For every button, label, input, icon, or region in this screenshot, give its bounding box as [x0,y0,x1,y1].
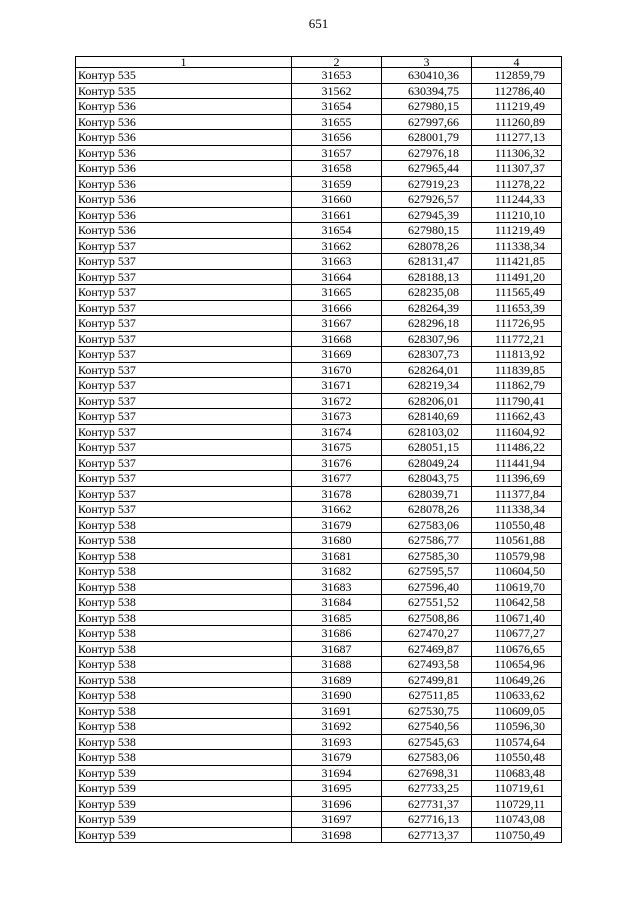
contour-name-cell: Контур 539 [76,765,292,781]
table-row [76,83,562,99]
contour-name-cell: Контур 536 [76,223,292,239]
point-number-cell: 31663 [292,254,382,270]
contour-name-cell: Контур 537 [76,269,292,285]
table-row [76,827,562,843]
point-number-cell: 31656 [292,130,382,146]
y-coordinate-cell: 110677,27 [472,626,562,642]
table-row [76,610,562,626]
point-number-cell: 31654 [292,223,382,239]
contour-name-cell: Контур 539 [76,827,292,843]
contour-name-cell: Контур 538 [76,734,292,750]
contour-name-cell: Контур 536 [76,192,292,208]
table-row [76,269,562,285]
contour-name-cell: Контур 537 [76,300,292,316]
table-row [76,502,562,518]
contour-name-cell: Контур 537 [76,486,292,502]
x-coordinate-cell: 627511,85 [382,688,472,704]
contour-name-cell: Контур 537 [76,502,292,518]
point-number-cell: 31688 [292,657,382,673]
x-coordinate-cell: 627733,25 [382,781,472,797]
table-row [76,533,562,549]
x-coordinate-cell: 627945,39 [382,207,472,223]
y-coordinate-cell: 111307,37 [472,161,562,177]
x-coordinate-cell: 628188,13 [382,269,472,285]
point-number-cell: 31677 [292,471,382,487]
y-coordinate-cell: 111839,85 [472,362,562,378]
x-coordinate-cell: 627976,18 [382,145,472,161]
y-coordinate-cell: 110550,48 [472,750,562,766]
x-coordinate-cell: 628219,34 [382,378,472,394]
contour-name-cell: Контур 538 [76,564,292,580]
contour-name-cell: Контур 537 [76,378,292,394]
table-header-row [76,57,562,68]
x-coordinate-cell: 627583,06 [382,517,472,533]
point-number-cell: 31668 [292,331,382,347]
point-number-cell: 31679 [292,750,382,766]
y-coordinate-cell: 110579,98 [472,548,562,564]
contour-name-cell: Контур 537 [76,285,292,301]
y-coordinate-cell: 110671,40 [472,610,562,626]
x-coordinate-cell: 628235,08 [382,285,472,301]
table-row [76,548,562,564]
table-row [76,455,562,471]
point-number-cell: 31679 [292,517,382,533]
point-number-cell: 31655 [292,114,382,130]
table-row [76,672,562,688]
x-coordinate-cell: 627470,27 [382,626,472,642]
contour-name-cell: Контур 537 [76,440,292,456]
point-number-cell: 31694 [292,765,382,781]
y-coordinate-cell: 110649,26 [472,672,562,688]
contour-name-cell: Контур 537 [76,424,292,440]
point-number-cell: 31670 [292,362,382,378]
point-number-cell: 31667 [292,316,382,332]
x-coordinate-cell: 627551,52 [382,595,472,611]
point-number-cell: 31666 [292,300,382,316]
table-row [76,238,562,254]
column-header-3: 3 [382,57,472,68]
x-coordinate-cell: 628078,26 [382,502,472,518]
table-row [76,378,562,394]
y-coordinate-cell: 110619,70 [472,579,562,595]
x-coordinate-cell: 628296,18 [382,316,472,332]
point-number-cell: 31678 [292,486,382,502]
table-row [76,440,562,456]
table-row [76,564,562,580]
page-number: 651 [308,16,329,31]
point-number-cell: 31662 [292,238,382,254]
point-number-cell: 31562 [292,83,382,99]
y-coordinate-cell: 110550,48 [472,517,562,533]
table-row [76,347,562,363]
y-coordinate-cell: 110719,61 [472,781,562,797]
table-row [76,362,562,378]
x-coordinate-cell: 627596,40 [382,579,472,595]
contour-name-cell: Контур 538 [76,595,292,611]
y-coordinate-cell: 111338,34 [472,238,562,254]
y-coordinate-cell: 111210,10 [472,207,562,223]
contour-name-cell: Контур 539 [76,796,292,812]
y-coordinate-cell: 110642,58 [472,595,562,611]
x-coordinate-cell: 627540,56 [382,719,472,735]
x-coordinate-cell: 627530,75 [382,703,472,719]
table-row [76,471,562,487]
point-number-cell: 31681 [292,548,382,564]
x-coordinate-cell: 630394,75 [382,83,472,99]
y-coordinate-cell: 110750,49 [472,827,562,843]
contour-name-cell: Контур 538 [76,579,292,595]
table-row [76,517,562,533]
x-coordinate-cell: 628264,01 [382,362,472,378]
point-number-cell: 31683 [292,579,382,595]
x-coordinate-cell: 628001,79 [382,130,472,146]
y-coordinate-cell: 111604,92 [472,424,562,440]
y-coordinate-cell: 111306,32 [472,145,562,161]
x-coordinate-cell: 628043,75 [382,471,472,487]
contour-name-cell: Контур 539 [76,812,292,828]
table-row [76,424,562,440]
table-row [76,719,562,735]
x-coordinate-cell: 627716,13 [382,812,472,828]
contour-name-cell: Контур 538 [76,703,292,719]
y-coordinate-cell: 111486,22 [472,440,562,456]
table-row [76,331,562,347]
x-coordinate-cell: 627493,58 [382,657,472,673]
x-coordinate-cell: 628307,96 [382,331,472,347]
contour-name-cell: Контур 536 [76,130,292,146]
point-number-cell: 31669 [292,347,382,363]
table-row [76,99,562,115]
y-coordinate-cell: 110574,64 [472,734,562,750]
y-coordinate-cell: 110654,96 [472,657,562,673]
table-row [76,734,562,750]
table-row [76,145,562,161]
y-coordinate-cell: 110604,50 [472,564,562,580]
table-row [76,765,562,781]
y-coordinate-cell: 111421,85 [472,254,562,270]
table-row [76,703,562,719]
x-coordinate-cell: 627731,37 [382,796,472,812]
column-header-1: 1 [76,57,292,68]
y-coordinate-cell: 111260,89 [472,114,562,130]
contour-name-cell: Контур 536 [76,114,292,130]
contour-name-cell: Контур 538 [76,719,292,735]
point-number-cell: 31682 [292,564,382,580]
point-number-cell: 31664 [292,269,382,285]
point-number-cell: 31661 [292,207,382,223]
x-coordinate-cell: 627980,15 [382,223,472,239]
y-coordinate-cell: 111277,13 [472,130,562,146]
x-coordinate-cell: 628131,47 [382,254,472,270]
point-number-cell: 31684 [292,595,382,611]
point-number-cell: 31653 [292,68,382,84]
y-coordinate-cell: 111662,43 [472,409,562,425]
y-coordinate-cell: 112786,40 [472,83,562,99]
x-coordinate-cell: 627926,57 [382,192,472,208]
contour-name-cell: Контур 538 [76,641,292,657]
table-row [76,579,562,595]
point-number-cell: 31657 [292,145,382,161]
table-row [76,223,562,239]
table-row [76,641,562,657]
x-coordinate-cell: 628307,73 [382,347,472,363]
contour-name-cell: Контур 537 [76,362,292,378]
x-coordinate-cell: 627508,86 [382,610,472,626]
point-number-cell: 31689 [292,672,382,688]
x-coordinate-cell: 627585,30 [382,548,472,564]
x-coordinate-cell: 627469,87 [382,641,472,657]
contour-name-cell: Контур 537 [76,409,292,425]
contour-name-cell: Контур 538 [76,688,292,704]
table-row [76,68,562,84]
y-coordinate-cell: 112859,79 [472,68,562,84]
y-coordinate-cell: 110683,48 [472,765,562,781]
contour-name-cell: Контур 538 [76,610,292,626]
x-coordinate-cell: 627499,81 [382,672,472,688]
point-number-cell: 31690 [292,688,382,704]
contour-name-cell: Контур 537 [76,254,292,270]
table-row [76,393,562,409]
table-row [76,300,562,316]
y-coordinate-cell: 111219,49 [472,99,562,115]
x-coordinate-cell: 628078,26 [382,238,472,254]
y-coordinate-cell: 111790,41 [472,393,562,409]
y-coordinate-cell: 110561,88 [472,533,562,549]
contour-name-cell: Контур 538 [76,657,292,673]
y-coordinate-cell: 110676,65 [472,641,562,657]
x-coordinate-cell: 628103,02 [382,424,472,440]
y-coordinate-cell: 111726,95 [472,316,562,332]
point-number-cell: 31693 [292,734,382,750]
y-coordinate-cell: 111338,34 [472,502,562,518]
x-coordinate-cell: 627919,23 [382,176,472,192]
point-number-cell: 31665 [292,285,382,301]
point-number-cell: 31685 [292,610,382,626]
table-row [76,812,562,828]
y-coordinate-cell: 111377,84 [472,486,562,502]
contour-name-cell: Контур 538 [76,626,292,642]
y-coordinate-cell: 111278,22 [472,176,562,192]
contour-name-cell: Контур 537 [76,347,292,363]
x-coordinate-cell: 628140,69 [382,409,472,425]
contour-name-cell: Контур 536 [76,176,292,192]
table-row [76,595,562,611]
point-number-cell: 31687 [292,641,382,657]
contour-name-cell: Контур 538 [76,517,292,533]
contour-name-cell: Контур 538 [76,548,292,564]
y-coordinate-cell: 111491,20 [472,269,562,285]
point-number-cell: 31654 [292,99,382,115]
table-row [76,176,562,192]
x-coordinate-cell: 627586,77 [382,533,472,549]
contour-name-cell: Контур 535 [76,83,292,99]
contour-name-cell: Контур 537 [76,393,292,409]
contour-name-cell: Контур 536 [76,161,292,177]
y-coordinate-cell: 110729,11 [472,796,562,812]
y-coordinate-cell: 110743,08 [472,812,562,828]
table-body [76,68,562,843]
x-coordinate-cell: 627595,57 [382,564,472,580]
table-row [76,254,562,270]
contour-name-cell: Контур 536 [76,145,292,161]
y-coordinate-cell: 111653,39 [472,300,562,316]
table-row [76,316,562,332]
x-coordinate-cell: 628051,15 [382,440,472,456]
table-row [76,161,562,177]
table-row [76,285,562,301]
column-header-2: 2 [292,57,382,68]
contour-name-cell: Контур 538 [76,672,292,688]
table-row [76,207,562,223]
contour-name-cell: Контур 539 [76,781,292,797]
contour-name-cell: Контур 537 [76,316,292,332]
point-number-cell: 31675 [292,440,382,456]
point-number-cell: 31662 [292,502,382,518]
point-number-cell: 31686 [292,626,382,642]
point-number-cell: 31696 [292,796,382,812]
x-coordinate-cell: 628264,39 [382,300,472,316]
coordinates-table [75,56,562,843]
table-row [76,626,562,642]
point-number-cell: 31673 [292,409,382,425]
point-number-cell: 31672 [292,393,382,409]
y-coordinate-cell: 110596,30 [472,719,562,735]
table-row [76,688,562,704]
table-row [76,781,562,797]
table-row [76,130,562,146]
y-coordinate-cell: 111219,49 [472,223,562,239]
point-number-cell: 31697 [292,812,382,828]
point-number-cell: 31671 [292,378,382,394]
x-coordinate-cell: 630410,36 [382,68,472,84]
table-row [76,192,562,208]
y-coordinate-cell: 111813,92 [472,347,562,363]
x-coordinate-cell: 628049,24 [382,455,472,471]
x-coordinate-cell: 627698,31 [382,765,472,781]
y-coordinate-cell: 111244,33 [472,192,562,208]
contour-name-cell: Контур 536 [76,99,292,115]
x-coordinate-cell: 627965,44 [382,161,472,177]
contour-name-cell: Контур 537 [76,238,292,254]
x-coordinate-cell: 628206,01 [382,393,472,409]
point-number-cell: 31659 [292,176,382,192]
column-header-4: 4 [472,57,562,68]
y-coordinate-cell: 111565,49 [472,285,562,301]
point-number-cell: 31674 [292,424,382,440]
point-number-cell: 31660 [292,192,382,208]
contour-name-cell: Контур 537 [76,331,292,347]
y-coordinate-cell: 110609,05 [472,703,562,719]
x-coordinate-cell: 628039,71 [382,486,472,502]
point-number-cell: 31695 [292,781,382,797]
contour-name-cell: Контур 538 [76,533,292,549]
contour-name-cell: Контур 538 [76,750,292,766]
table-row [76,657,562,673]
y-coordinate-cell: 111862,79 [472,378,562,394]
point-number-cell: 31698 [292,827,382,843]
point-number-cell: 31691 [292,703,382,719]
table-row [76,409,562,425]
point-number-cell: 31658 [292,161,382,177]
table-row [76,114,562,130]
contour-name-cell: Контур 537 [76,455,292,471]
x-coordinate-cell: 627545,63 [382,734,472,750]
x-coordinate-cell: 627713,37 [382,827,472,843]
contour-name-cell: Контур 535 [76,68,292,84]
table-row [76,486,562,502]
point-number-cell: 31692 [292,719,382,735]
x-coordinate-cell: 627980,15 [382,99,472,115]
y-coordinate-cell: 111396,69 [472,471,562,487]
y-coordinate-cell: 111772,21 [472,331,562,347]
y-coordinate-cell: 110633,62 [472,688,562,704]
point-number-cell: 31680 [292,533,382,549]
y-coordinate-cell: 111441,94 [472,455,562,471]
point-number-cell: 31676 [292,455,382,471]
table-row [76,750,562,766]
x-coordinate-cell: 627583,06 [382,750,472,766]
contour-name-cell: Контур 537 [76,471,292,487]
contour-name-cell: Контур 536 [76,207,292,223]
x-coordinate-cell: 627997,66 [382,114,472,130]
table-row [76,796,562,812]
